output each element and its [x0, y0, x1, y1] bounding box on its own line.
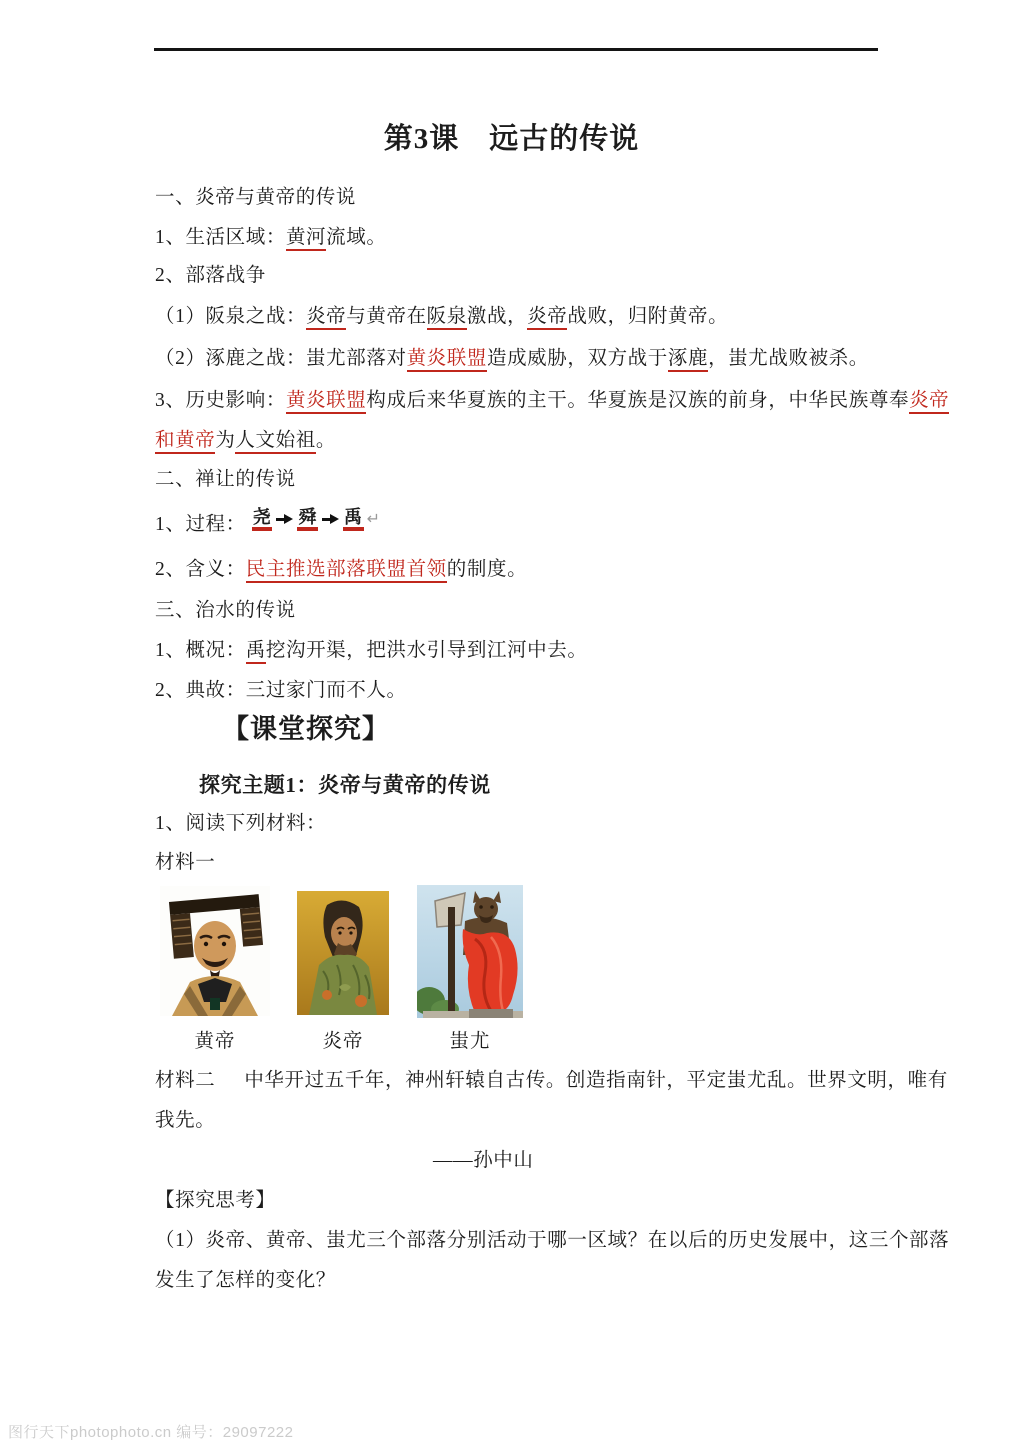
paragraph-return-icon: ↵ [366, 509, 381, 528]
text-segment: 2、含义： [155, 559, 246, 580]
figure-label-yandi: 炎帝 [322, 1031, 364, 1052]
page-title: 第3课 远古的传说 [383, 123, 640, 155]
line-material-two-1 [155, 1068, 948, 1094]
red-underlined-term: 阪泉 [427, 306, 467, 330]
text-segment: 3、历史影响： [155, 390, 286, 411]
quote-attribution: ——孙中山 [433, 1150, 534, 1171]
line-anecdote: 2、典故：三过家门而不人。 [155, 680, 407, 701]
diagram-node: 舜 [297, 507, 318, 531]
red-term: 黄炎联盟 [407, 348, 487, 372]
text-segment: 战败，归附黄帝。 [567, 306, 729, 327]
section-heading-3: 三、治水的传说 [155, 600, 296, 621]
text-segment: （1）阪泉之战： [155, 306, 307, 327]
text-segment: 。 [315, 430, 336, 451]
header-rule [154, 48, 878, 51]
line-region [155, 225, 386, 251]
red-underlined-term: 涿鹿 [668, 348, 708, 372]
text-segment: 为 [215, 430, 236, 451]
red-underlined-term: 炎帝 [306, 306, 346, 330]
section-heading-1: 一、炎帝与黄帝的传说 [155, 187, 357, 208]
red-term: 和黄帝 [155, 430, 215, 454]
text-segment: 中华开过五千年，神州轩辕自古传。创造指南针，平定蚩尤乱。世界文明，唯有 [244, 1070, 948, 1091]
text-segment: 的制度。 [446, 559, 528, 580]
exploration-topic-heading: 探究主题1：炎帝与黄帝的传说 [199, 773, 491, 797]
huangdi-portrait-image [160, 886, 270, 1016]
line-meaning [155, 557, 527, 583]
line-zhuolu-battle [155, 346, 869, 372]
text-segment: ，蚩尤战败被杀。 [708, 348, 869, 369]
diagram-node: 禹 [343, 507, 364, 531]
chiyou-statue-image [417, 885, 523, 1018]
arrow-right-icon [322, 513, 339, 525]
red-underlined-term: 禹 [246, 640, 266, 664]
line-history-impact-1 [155, 388, 949, 414]
question-1-line-2: 发生了怎样的变化？ [155, 1270, 336, 1291]
line-flood-control [155, 638, 587, 664]
succession-diagram [252, 506, 381, 532]
text-segment: 1、生活区域： [155, 227, 286, 248]
line-history-impact-2 [155, 428, 336, 454]
text-segment: （2）涿鹿之战：蚩尤部落对 [155, 348, 407, 369]
line-process [155, 507, 381, 539]
red-term: 黄炎联盟 [286, 390, 366, 414]
yandi-portrait-image [297, 891, 389, 1015]
material-one-label: 材料一 [155, 852, 216, 873]
figure-label-chiyou: 蚩尤 [449, 1031, 491, 1052]
material-two-label: 材料二 [155, 1070, 216, 1091]
red-underlined-term: 炎帝 [527, 306, 567, 330]
exploration-think-heading: 【探究思考】 [155, 1190, 276, 1211]
line-tribal-war: 2、部落战争 [155, 265, 266, 286]
text-segment: 与黄帝在 [346, 306, 427, 327]
classroom-exploration-heading: 【课堂探究】 [222, 714, 390, 744]
text-segment: 挖沟开渠，把洪水引导到江河中去。 [265, 640, 588, 661]
red-term: 炎帝 [909, 390, 949, 414]
text-segment: 构成后来华夏族的主干。华夏族是汉族的前身，中华民族尊奉 [366, 390, 910, 411]
line-read-materials: 1、阅读下列材料： [155, 813, 327, 834]
text-segment: 激战， [466, 306, 528, 327]
text-segment: 1、过程： [155, 514, 246, 535]
red-term: 民主推选部落联盟首领 [246, 559, 447, 583]
red-underlined-term: 黄河 [286, 227, 326, 251]
line-material-two-2: 我先。 [155, 1110, 216, 1131]
text-segment: 1、概况： [155, 640, 246, 661]
arrow-right-icon [276, 513, 293, 525]
text-segment: 造成威胁，双方战于 [486, 348, 668, 369]
figure-label-huangdi: 黄帝 [194, 1031, 236, 1052]
red-underlined-term: 人文始祖 [235, 430, 315, 454]
section-heading-2: 二、禅让的传说 [155, 469, 296, 490]
text-segment: 流域。 [326, 227, 387, 248]
line-banquan-battle [155, 304, 728, 330]
watermark: 图行天下photophoto.cn 编号：29097222 [8, 1424, 294, 1441]
diagram-node: 尧 [252, 507, 273, 531]
question-1-line-1: （1）炎帝、黄帝、蚩尤三个部落分别活动于哪一区域？在以后的历史发展中，这三个部落 [155, 1230, 950, 1251]
